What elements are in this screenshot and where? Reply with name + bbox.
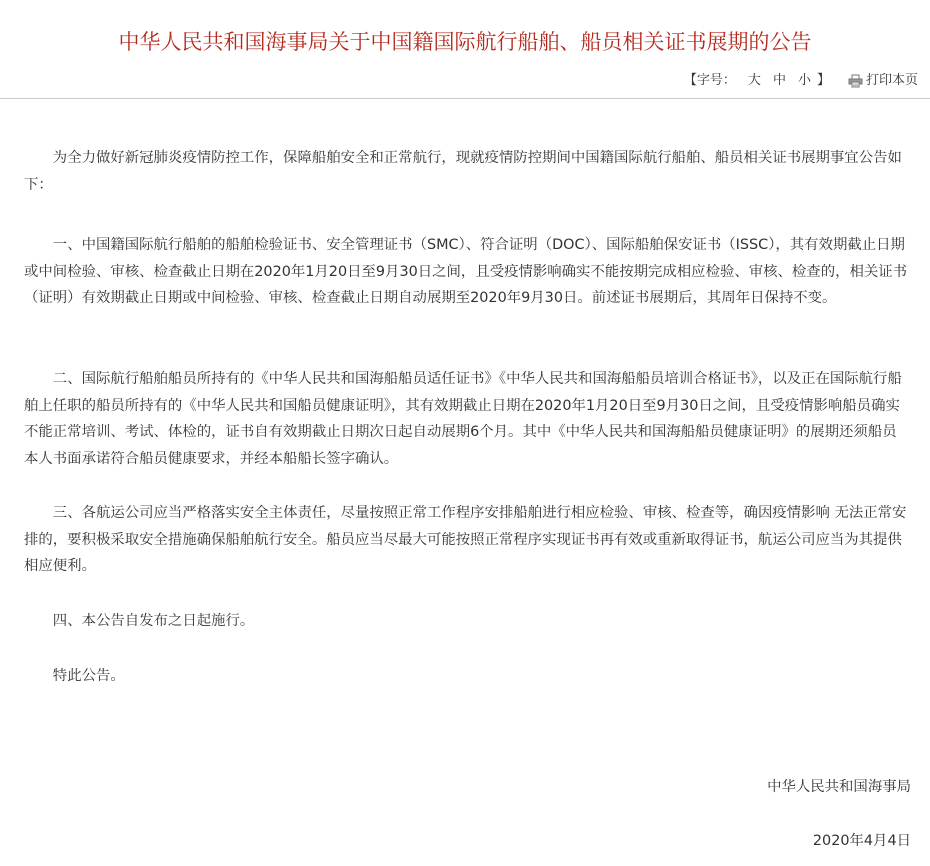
font-size-small-button[interactable]: 小	[797, 73, 811, 88]
item-4-paragraph: 四、本公告自发布之日起施行。	[52, 613, 255, 629]
closing-paragraph: 特此公告。	[52, 668, 125, 684]
toolbar-open-bracket: 【	[683, 73, 697, 88]
page-title: 中华人民共和国海事局关于中国籍国际航行船舶、船员相关证书展期的公告	[118, 30, 812, 54]
item-3-paragraph: 三、各航运公司应当严格落实安全主体责任，尽量按照正常工作程序安排船舶进行相应检验、审核、检查等，确因疫情影响 无法正常安排的，要积极采取安全措施确保船舶航行安全。船员应当尽最大可能按照正常程序实现证书再有效或重新取得证书，航运公司应当为其提供相应便利。	[24, 505, 907, 574]
intro-paragraph: 为全力做好新冠肺炎疫情防控工作，保障船舶安全和正常航行，现就疫情防控期间中国籍国际航行船舶、船员相关证书展期事宜公告如下：	[24, 150, 902, 193]
printer-icon	[848, 74, 863, 88]
issue-date: 2020年4月4日	[812, 833, 911, 849]
print-page-button[interactable]	[848, 71, 918, 91]
print-page-label: 打印本页	[865, 73, 918, 88]
issuer-signature: 中华人民共和国海事局	[767, 779, 911, 795]
font-size-medium-button[interactable]: 中	[772, 73, 786, 88]
font-size-toolbar	[684, 71, 918, 91]
item-2-paragraph: 二、国际航行船舶船员所持有的《中华人民共和国海船船员适任证书》《中华人民共和国海船船员培训合格证书》，以及正在国际航行船舶上任职的船员所持有的《中华人民共和国船员健康证明》，其有效期截止日期在2020年1月20日至9月30日之间，且受疫情影响船员确实不能正常培训、考试、体检的，证书自有效期截止日期次日起自动展期6个月。其中《中华人民共和国海船船员健康证明》的展期还须船员本人书面承诺符合船员健康要求，并经本船船长签字确认。	[24, 371, 902, 467]
title-divider	[0, 98, 930, 99]
font-size-label: 字号：	[696, 73, 736, 88]
item-1-paragraph: 一、中国籍国际航行船舶的船舶检验证书、安全管理证书（SMC）、符合证明（DOC）、国际船舶保安证书（ISSC），其有效期截止日期或中间检验、审核、检查截止日期在2020年1月20日至9月30日之间，且受疫情影响确实不能按期完成相应检验、审核、检查的，相关证书（证明）有效期截止日期或中间检验、审核、检查截止日期自动展期至2020年9月30日。前述证书展期后，其周年日保持不变。	[24, 237, 908, 306]
font-size-large-button[interactable]: 大	[747, 73, 761, 88]
toolbar-close-bracket: 】	[816, 73, 830, 88]
